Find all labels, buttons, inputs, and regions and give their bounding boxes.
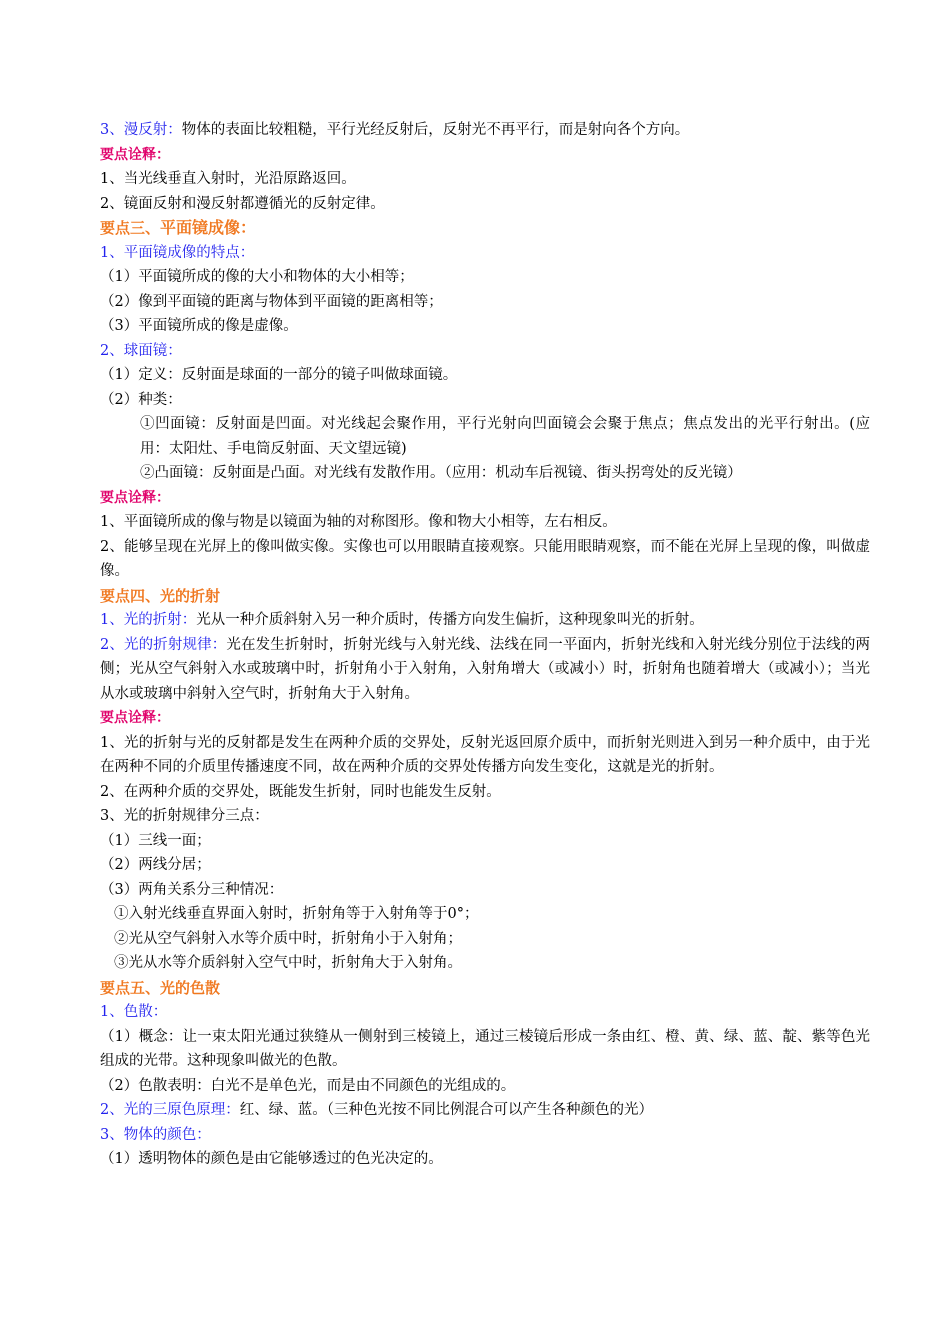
note-heading-3: 要点诠释：: [100, 710, 170, 726]
primary-colors-para: [100, 1098, 870, 1123]
convex-mirror-item: ②凸面镜：反射面是凸面。对光线有发散作用。（应用：机动车后视镜、街头拐弯处的反光镜）: [140, 465, 742, 481]
sec5-h1-item-1: （1）概念：让一束太阳光通过狭缝从一侧射到三棱镜上，通过三棱镜后形成一条由红、橙、黄、绿、蓝、靛、紫等色光组成的光带。这种现象叫做光的色散。: [100, 1028, 870, 1069]
section-3-heading: [100, 216, 870, 241]
note1-item-1: 1、当光线垂直入射时，光沿原路返回。: [100, 171, 356, 187]
sec5-h3-item-1: （1）透明物体的颜色是由它能够透过的色光决定的。: [100, 1151, 443, 1167]
section-5-prefix: 要点五、: [100, 978, 161, 997]
sec3-h1-item-1: （1）平面镜所成的像的大小和物体的大小相等；: [100, 269, 414, 285]
sec3-h1-item-2: （2）像到平面镜的距离与物体到平面镜的距离相等；: [100, 293, 443, 310]
sec3-heading-2: 2、球面镜：: [100, 342, 182, 359]
primary-colors-text: 红、绿、蓝。（三种色光按不同比例混合可以产生各种颜色的光）: [239, 1102, 653, 1118]
refraction-lead: 1、光的折射：: [100, 612, 197, 628]
sec3-h2-item-1: （1）定义：反射面是球面的一部分的镜子叫做球面镜。: [100, 367, 458, 383]
section-5-heading: [100, 976, 870, 1001]
section-3-prefix: 要点三、: [100, 219, 161, 237]
refraction-para: [100, 608, 870, 633]
concave-mirror-item: ①凹面镜：反射面是凹面。对光线起会聚作用，平行光射向凹面镜会会聚于焦点；焦点发出的光平行射出。(应用：太阳灶、手电筒反射面、天文望远镜): [140, 416, 870, 457]
refraction-law-lead: 2、光的折射规律：: [100, 636, 227, 653]
primary-colors-lead: 2、光的三原色原理：: [100, 1102, 240, 1118]
diffuse-reflection-para: [100, 118, 870, 143]
refraction-law-para: [100, 633, 870, 707]
document-page: [100, 118, 870, 1172]
note2-item-1: 1、平面镜所成的像与物是以镜面为轴的对称图形。像和物大小相等，左右相反。: [100, 514, 617, 530]
note3-item-3: 3、光的折射规律分三点：: [100, 808, 269, 824]
note1-item-2: 2、镜面反射和漫反射都遵循光的反射定律。: [100, 195, 385, 212]
note3-item-2: 2、在两种介质的交界处，既能发生折射，同时也能发生反射。: [100, 783, 501, 800]
section-4-heading: [100, 584, 870, 609]
sec5-heading-3: 3、物体的颜色：: [100, 1126, 211, 1143]
note3-item-4: （1）三线一面；: [100, 832, 211, 849]
note3-item-6: （3）两角关系分三种情况：: [100, 881, 284, 898]
section-4-title: 光的折射: [160, 586, 221, 605]
section-3-title: 平面镜成像：: [160, 218, 257, 237]
note3-case-3: ③光从水等介质斜射入空气中时，折射角大于入射角。: [114, 955, 462, 971]
refraction-text: 光从一种介质斜射入另一种介质时，传播方向发生偏折，这种现象叫光的折射。: [196, 612, 704, 628]
sec3-h2-item-2: （2）种类：: [100, 391, 182, 408]
diffuse-reflection-lead: 3、漫反射：: [100, 122, 182, 138]
note3-item-5: （2）两线分居；: [100, 857, 211, 873]
note2-item-2: 2、能够呈现在光屏上的像叫做实像。实像也可以用眼睛直接观察。只能用眼睛观察，而不能在光屏上呈现的像，叫做虚像。: [100, 538, 870, 579]
sec3-h1-item-3: （3）平面镜所成的像是虚像。: [100, 318, 298, 334]
note3-case-2: ②光从空气斜射入水等介质中时，折射角小于入射角；: [114, 930, 462, 947]
diffuse-reflection-text: 物体的表面比较粗糙，平行光经反射后，反射光不再平行，而是射向各个方向。: [181, 122, 690, 138]
note-heading-2: 要点诠释：: [100, 489, 170, 506]
sec5-h1-item-2: （2）色散表明：白光不是单色光，而是由不同颜色的光组成的。: [100, 1077, 516, 1094]
sec3-heading-1: 1、平面镜成像的特点：: [100, 244, 255, 261]
section-4-prefix: 要点四、: [100, 586, 161, 605]
sec5-heading-1: 1、色散：: [100, 1004, 168, 1020]
note3-item-1: 1、光的折射与光的反射都是发生在两种介质的交界处，反射光返回原介质中，而折射光则进入到另一种介质中，由于光在两种不同的介质里传播速度不同，故在两种介质的交界处传播方向发生变化，这就是光的折射。: [100, 734, 870, 775]
note3-case-1: ①入射光线垂直界面入射时，折射角等于入射角等于0°；: [114, 906, 479, 922]
note-heading-1: 要点诠释：: [100, 146, 170, 163]
section-5-title: 光的色散: [160, 978, 221, 997]
refraction-law-text: 光在发生折射时，折射光线与入射光线、法线在同一平面内，折射光线和入射光线分别位于法线的两侧；光从空气斜射入水或玻璃中时，折射角小于入射角，入射角增大（或减小）时，折射角也随着增大（或减小）；当光从水或玻璃中斜射入空气时，折射角大于入射角。: [100, 636, 870, 702]
